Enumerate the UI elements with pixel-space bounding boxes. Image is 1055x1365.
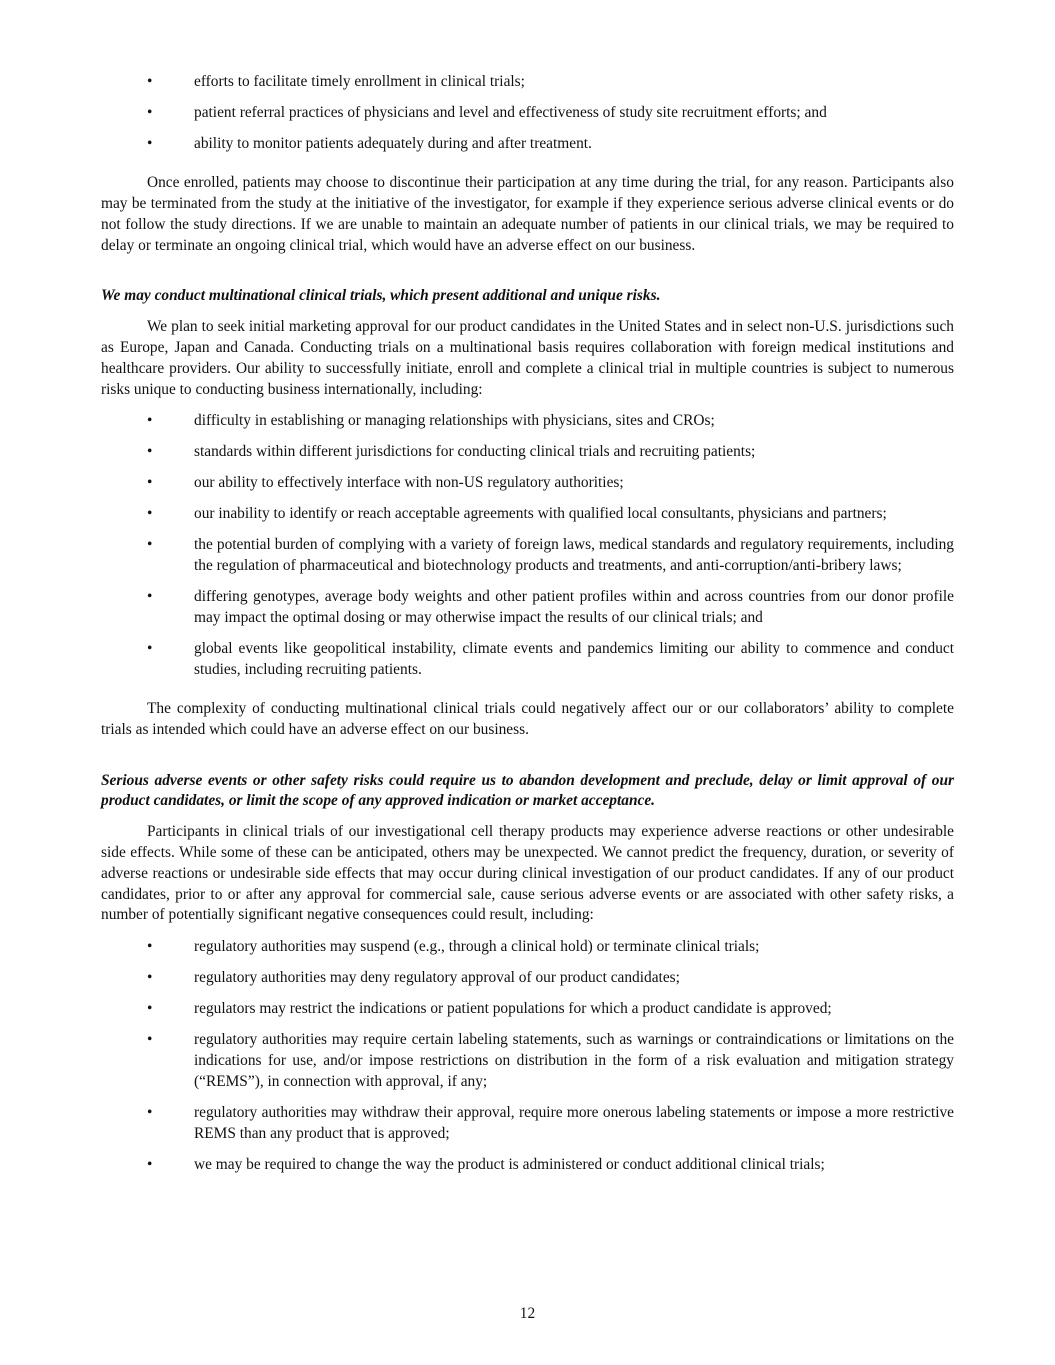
bullet-icon: •	[147, 1103, 153, 1121]
bullet-icon: •	[147, 937, 153, 955]
bullet-icon: •	[147, 73, 153, 90]
text-column	[101, 72, 954, 1186]
page-number: 12	[519, 1305, 536, 1322]
bullet-icon: •	[147, 1155, 153, 1173]
list-item: • differing genotypes, average body weights and other patient profiles within and across countries from our donor profile may impact the optimal dosing or may otherwise impact the results of our clinical trials; and	[147, 588, 954, 627]
bullet-icon: •	[147, 135, 153, 153]
enrollment-factors-list	[101, 72, 954, 155]
list-item: • regulatory authorities may require certain labeling statements, such as warnings or contraindications or limitations on the indications for use, and/or impose restrictions on distribution in the form of a risk evaluation and mitigation strategy (“REMS”), in connection with approval, if any;	[147, 1031, 954, 1090]
bullet-icon: •	[147, 474, 153, 492]
list-item: • regulators may restrict the indications or patient populations for which a product candidate is approved;	[101, 999, 954, 1020]
bullet-icon: •	[147, 505, 153, 523]
list-item: • ability to monitor patients adequately during and after treatment.	[101, 134, 954, 155]
list-item: • regulatory authorities may suspend (e.g., through a clinical hold) or terminate clinical trials;	[101, 937, 954, 958]
bullet-icon: •	[147, 536, 153, 554]
list-item: • standards within different jurisdictions for conducting clinical trials and recruiting patients;	[101, 442, 954, 463]
list-item: • patient referral practices of physicians and level and effectiveness of study site recruitment efforts; and	[101, 103, 954, 124]
list-item: • regulatory authorities may withdraw their approval, require more onerous labeling statements or impose a more restrictive REMS than any product that is approved;	[147, 1103, 954, 1142]
list-item: • regulatory authorities may deny regulatory approval of our product candidates;	[101, 968, 954, 989]
complexity-paragraph: The complexity of conducting multinational clinical trials could negatively affect our or our collaborators’ ability to complete trials as intended which could have an adverse effect on our business.	[101, 700, 954, 738]
multinational-trials-heading: We may conduct multinational clinical trials, which present additional and unique risks.	[101, 287, 661, 305]
list-item: • global events like geopolitical instability, climate events and pandemics limiting our ability to commence and conduct studies, including recruiting patients.	[147, 640, 954, 679]
bullet-icon: •	[147, 411, 153, 429]
multinational-risks-list	[101, 411, 954, 681]
adverse-reactions-paragraph: Participants in clinical trials of our investigational cell therapy products may experience adverse reactions or other undesirable side effects. While some of these can be anticipated, others may be unexpected. We cannot predict the frequency, duration, or severity of adverse reactions or undesirable side effects that may occur during clinical investigation of our product candidates. If any of our product candidates, prior to or after any approval for commercial sale, cause serious adverse events or are associated with other safety risks, a number of potentially significant negative consequences could result, including:	[101, 823, 954, 924]
safety-risks-heading: Serious adverse events or other safety risks could require us to abandon development and preclude, delay or limit approval of our product candidates, or limit the scope of any approved indication or market acceptance.	[101, 771, 954, 810]
discontinuation-paragraph: Once enrolled, patients may choose to discontinue their participation at any time during the trial, for any reason. Participants also may be terminated from the study at the initiative of the investigator, for example if they experience serious adverse clinical events or do not follow the study directions. If we are unable to maintain an adequate number of patients in our clinical trials, we may be required to delay or terminate an ongoing clinical trial, which would have an adverse effect on our business.	[101, 174, 954, 254]
bullet-icon: •	[147, 442, 153, 460]
list-item: • efforts to facilitate timely enrollment in clinical trials;	[101, 72, 954, 93]
list-item: • difficulty in establishing or managing relationships with physicians, sites and CROs;	[101, 411, 954, 432]
consequences-list	[101, 937, 954, 1176]
list-item: • we may be required to change the way the product is administered or conduct additional clinical trials;	[101, 1155, 954, 1176]
multinational-paragraph: We plan to seek initial marketing approval for our product candidates in the United States and in select non-U.S. jurisdictions such as Europe, Japan and Canada. Conducting trials on a multinational basis requires collaboration with foreign medical institutions and healthcare providers. Our ability to successfully initiate, enroll and complete a clinical trial in multiple countries is subject to numerous risks unique to conducting business internationally, including:	[101, 318, 954, 398]
list-item: • our ability to effectively interface with non-US regulatory authorities;	[101, 473, 954, 494]
bullet-icon: •	[147, 640, 153, 658]
list-item: • our inability to identify or reach acceptable agreements with qualified local consultants, physicians and partners;	[101, 504, 954, 525]
bullet-icon: •	[147, 968, 153, 986]
bullet-icon: •	[147, 1031, 153, 1049]
bullet-icon: •	[147, 104, 153, 122]
bullet-icon: •	[147, 999, 153, 1017]
list-item: • the potential burden of complying with a variety of foreign laws, medical standards and regulatory requirements, including the regulation of pharmaceutical and biotechnology products and treatments, and anti-corruption/anti-bribery laws;	[147, 536, 954, 575]
bullet-icon: •	[147, 588, 153, 606]
